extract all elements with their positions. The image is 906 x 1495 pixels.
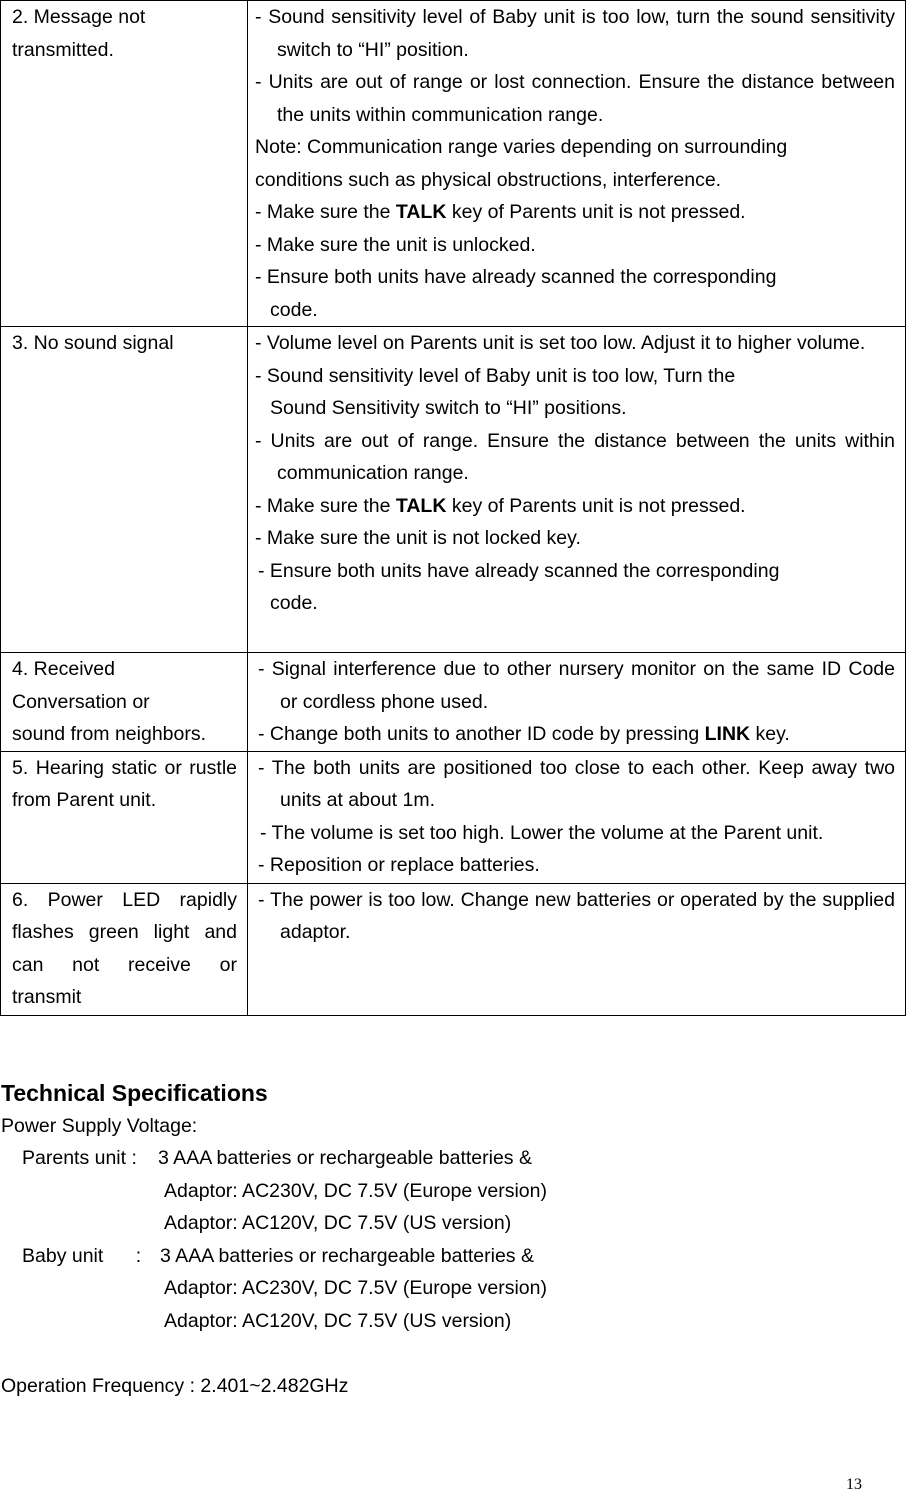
solution-line: - Reposition or replace batteries. bbox=[258, 854, 540, 876]
link-key-label: LINK bbox=[704, 723, 751, 745]
solution-line: - Make sure the TALK key of Parents unit is not pressed. bbox=[255, 494, 746, 517]
solution-line: - Volume level on Parents unit is set too low. Adjust it to higher volume. bbox=[255, 332, 866, 354]
problem-text: 4. Received bbox=[12, 658, 115, 680]
solution-line: - The both units are positioned too close to each other. Keep away two units at about 1m. bbox=[258, 756, 895, 811]
problem-text: Conversation or bbox=[12, 690, 150, 713]
table-row bbox=[1, 1, 906, 327]
talk-key-label: TALK bbox=[395, 201, 447, 223]
solution-line: Sound Sensitivity switch to “HI” positions. bbox=[270, 397, 627, 419]
solution-line: - Signal interference due to other nursery monitor on the same ID Code or cordless phone used. bbox=[258, 658, 895, 713]
solution-line: - Sound sensitivity level of Baby unit is too low, turn the sound sensitivity switch to “HI” position. bbox=[255, 6, 895, 61]
solution-line: - The power is too low. Change new batteries or operated by the supplied adaptor. bbox=[258, 888, 895, 943]
solution-line: - Make sure the TALK key of Parents unit is not pressed. bbox=[255, 201, 746, 223]
power-supply-label: Power Supply Voltage: bbox=[1, 1115, 198, 1137]
solution-line: - Make sure the unit is not locked key. bbox=[255, 527, 581, 549]
operation-frequency: Operation Frequency : 2.401~2.482GHz bbox=[1, 1375, 349, 1397]
solution-line: - Units are out of range or lost connection. Ensure the distance between the units within communication range. bbox=[255, 71, 895, 126]
solution-cell bbox=[248, 327, 906, 653]
parents-unit-adaptor-us: Adaptor: AC120V, DC 7.5V (US version) bbox=[164, 1212, 512, 1234]
solution-line: - Units are out of range. Ensure the distance between the units within communication range. bbox=[255, 429, 895, 484]
solution-cell bbox=[248, 751, 906, 883]
table-row bbox=[1, 883, 906, 1015]
problem-cell bbox=[1, 883, 248, 1015]
baby-unit-adaptor-us: Adaptor: AC120V, DC 7.5V (US version) bbox=[164, 1310, 512, 1332]
problem-cell bbox=[1, 327, 248, 653]
page-number: 13 bbox=[846, 1476, 862, 1493]
baby-unit-label: Baby unit : bbox=[22, 1245, 147, 1267]
problem-cell bbox=[1, 653, 248, 752]
solution-line: Note: Communication range varies depending on surrounding bbox=[255, 136, 788, 158]
parents-unit-adaptor-eu: Adaptor: AC230V, DC 7.5V (Europe version) bbox=[164, 1180, 547, 1202]
solution-line: - The volume is set too high. Lower the volume at the Parent unit. bbox=[260, 821, 824, 844]
solution-line: - Change both units to another ID code by pressing LINK key. bbox=[258, 723, 790, 745]
problem-text: 3. No sound signal bbox=[12, 332, 174, 354]
solution-cell bbox=[248, 1, 906, 327]
solution-cell bbox=[248, 883, 906, 1015]
baby-unit-batteries: 3 AAA batteries or rechargeable batteries & bbox=[160, 1245, 534, 1267]
solution-line: code. bbox=[270, 592, 318, 614]
section-title: Technical Specifications bbox=[1, 1080, 268, 1106]
problem-text: sound from neighbors. bbox=[12, 723, 207, 745]
parents-unit-label: Parents unit : bbox=[22, 1147, 143, 1169]
problem-text: 5. Hearing static or rustle from Parent unit. bbox=[12, 756, 237, 811]
problem-cell bbox=[1, 1, 248, 327]
solution-line: code. bbox=[270, 298, 318, 321]
table-row bbox=[1, 653, 906, 752]
baby-unit-adaptor-eu: Adaptor: AC230V, DC 7.5V (Europe version) bbox=[164, 1277, 547, 1299]
problem-cell bbox=[1, 751, 248, 883]
solution-line: conditions such as physical obstructions, interference. bbox=[255, 168, 722, 191]
solution-line: - Sound sensitivity level of Baby unit is too low, Turn the bbox=[255, 364, 736, 387]
solution-line: - Ensure both units have already scanned the corresponding bbox=[255, 266, 777, 288]
problem-text: 2. Message not transmitted. bbox=[12, 6, 146, 61]
table-row bbox=[1, 751, 906, 883]
problem-text: 6. Power LED rapidly flashes green light and can not receive or transmit bbox=[12, 888, 237, 1008]
table-row bbox=[1, 327, 906, 653]
talk-key-label: TALK bbox=[395, 494, 447, 517]
solution-line: - Ensure both units have already scanned the corresponding bbox=[258, 559, 780, 582]
parents-unit-batteries: 3 AAA batteries or rechargeable batteries & bbox=[158, 1147, 532, 1169]
solution-cell bbox=[248, 653, 906, 752]
solution-line: - Make sure the unit is unlocked. bbox=[255, 233, 536, 256]
